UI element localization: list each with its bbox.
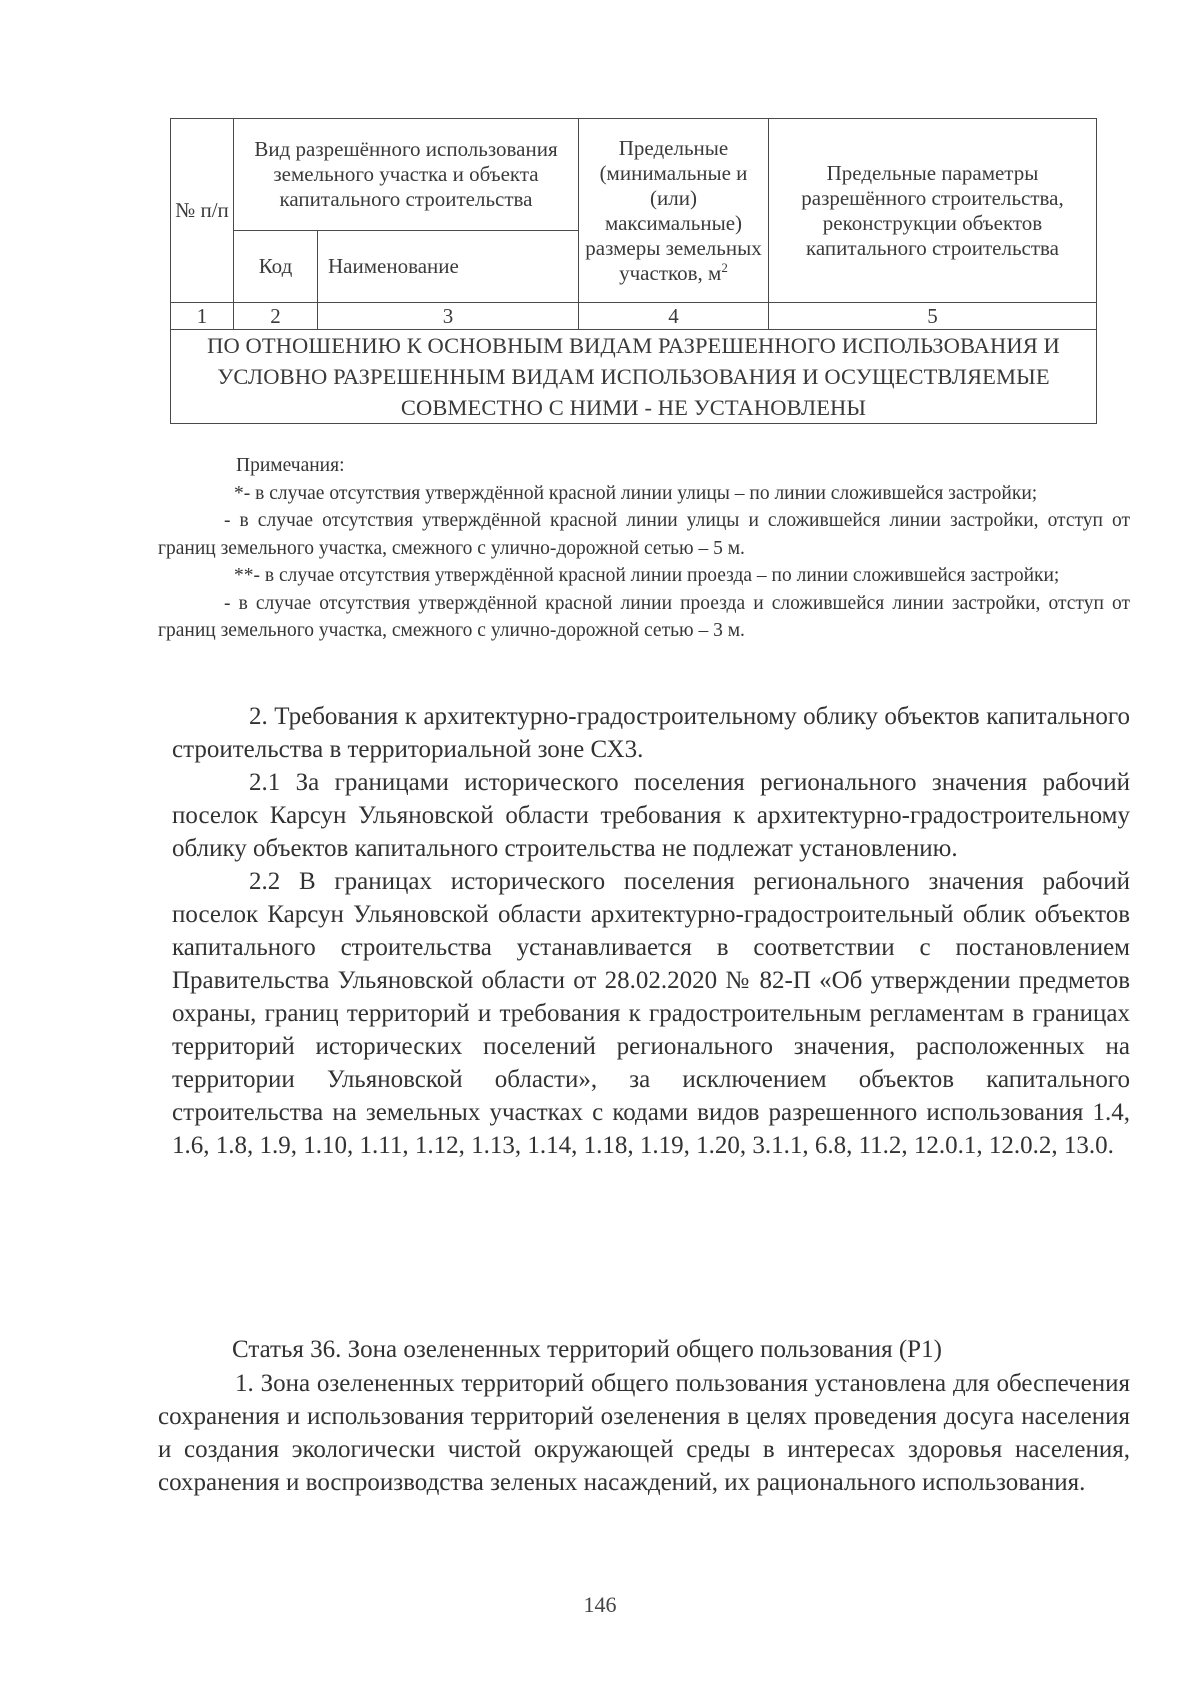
header-number: № п/п — [171, 119, 234, 303]
note-item: - в случае отсутствия утверждённой красной линии проезда и сложившейся линии застройки, отступ от границ земельного участка, смежного с улично-дорожной сетью – 3 м. — [158, 592, 1130, 641]
section-2 — [172, 700, 1130, 1162]
header-plot-sizes — [579, 119, 769, 303]
column-number: 4 — [579, 303, 769, 330]
column-number-row — [171, 303, 1097, 330]
page-number: 146 — [583, 1592, 617, 1617]
header-name: Наименование — [318, 231, 579, 303]
column-number: 3 — [318, 303, 579, 330]
note-item: **- в случае отсутствия утверждённой красной линии проезда – по линии сложившейся застройки; — [234, 565, 1060, 586]
header-construction-params: Предельные параметры разрешённого строительства, реконструкции объектов капитального строительства — [769, 119, 1097, 303]
article-36-paragraph: 1. Зона озелененных территорий общего пользования установлена для обеспечения сохранения и использования территорий озеленения в целях проведения досуга населения и создания экологически чистой окружающей среды в интересах здоровья населения, сохранения и воспроизводства зеленых насаждений, их рационального использования. — [158, 1370, 1130, 1496]
header-code: Код — [234, 231, 318, 303]
regulations-table — [170, 118, 1097, 424]
section-2-paragraph: 2. Требования к архитектурно-градостроительному облику объектов капитального строительства в территориальной зоне СХ3. — [172, 703, 1130, 763]
notes — [158, 452, 1130, 645]
header-plot-sizes-sup: 2 — [721, 259, 728, 275]
column-number: 2 — [234, 303, 318, 330]
header-permitted-use: Вид разрешённого использования земельного участка и объекта капитального строительства — [234, 119, 579, 231]
column-number: 1 — [171, 303, 234, 330]
article-36-title: Статья 36. Зона озелененных территорий общего пользования (Р1) — [232, 1336, 942, 1363]
note-item: *- в случае отсутствия утверждённой красной линии улицы – по линии сложившейся застройки; — [234, 482, 1038, 504]
table-banner: ПО ОТНОШЕНИЮ К ОСНОВНЫМ ВИДАМ РАЗРЕШЕННОГО ИСПОЛЬЗОВАНИЯ И УСЛОВНО РАЗРЕШЕННЫМ ВИДАМ ИСПОЛЬЗОВАНИЯ И ОСУЩЕСТВЛЯЕМЫЕ СОВМЕСТНО С НИМИ - НЕ УСТАНОВЛЕНЫ — [171, 330, 1097, 424]
article-36 — [158, 1333, 1130, 1499]
section-2-2-paragraph: 2.2 В границах исторического поселения регионального значения рабочий поселок Карсун Ульяновской области архитектурно-градостроительный облик объектов капитального строительства устанавливается в соответствии с постановлением Правительства Ульяновской области от 28.02.2020 № 82-П «Об утверждении предметов охраны, границ территорий и требования к градостроительным регламентам в границах территорий исторических поселений регионального значения, расположенных на территории Ульяновской области», за исключением объектов капитального строительства на земельных участках с кодами видов разрешенного использования 1.4, 1.6, 1.8, 1.9, 1.10, 1.11, 1.12, 1.13, 1.14, 1.18, 1.19, 1.20, 3.1.1, 6.8, 11.2, 12.0.1, 12.0.2, 13.0. — [172, 868, 1130, 1159]
column-number: 5 — [769, 303, 1097, 330]
note-item: - в случае отсутствия утверждённой красной линии улицы и сложившейся линии застройки, отступ от границ земельного участка, смежного с улично-дорожной сетью – 5 м. — [158, 510, 1130, 559]
section-2-1-paragraph: 2.1 За границами исторического поселения регионального значения рабочий поселок Карсун Ульяновской области требования к архитектурно-градостроительному облику объектов капитального строительства не подлежат установлению. — [172, 769, 1130, 862]
notes-heading: Примечания: — [236, 455, 345, 476]
header-plot-sizes-text: Предельные (минимальные и (или) максимальные) размеры земельных участков, м — [585, 135, 762, 285]
